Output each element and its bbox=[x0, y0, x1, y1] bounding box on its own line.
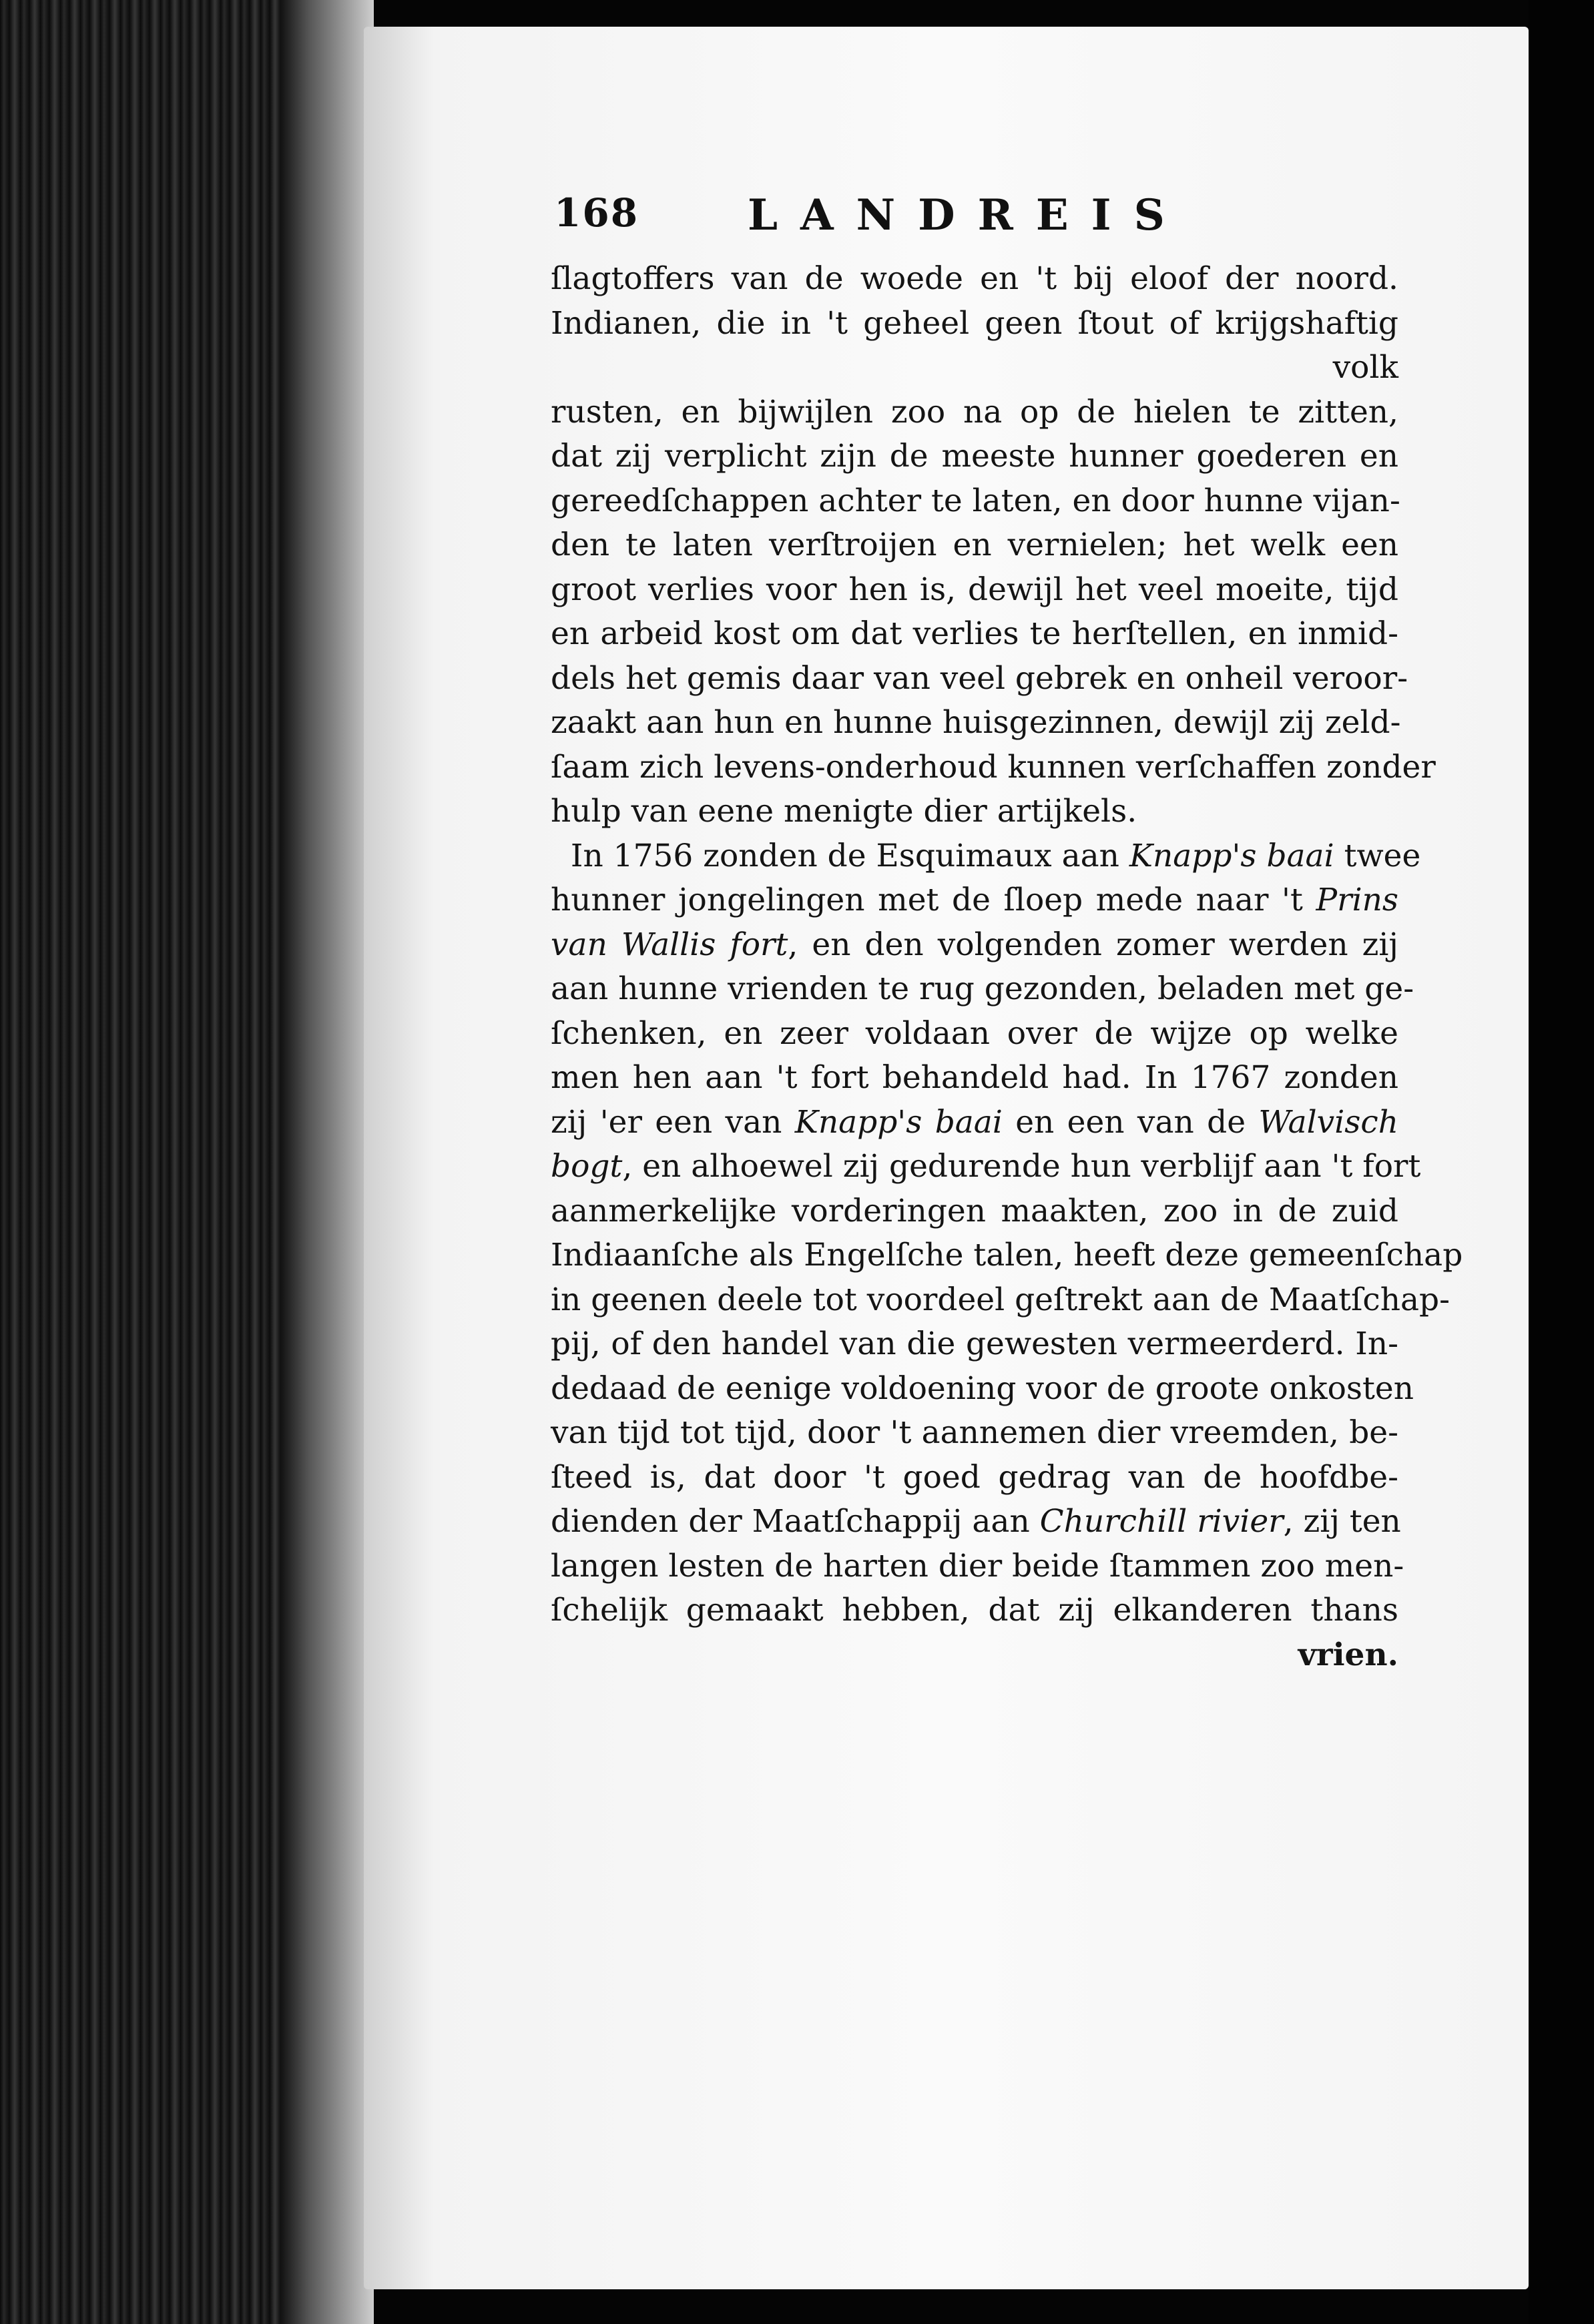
place-name-italic: bogt bbox=[551, 1148, 623, 1185]
text-line: ſchenken, en zeer voldaan over de wijze op welke bbox=[551, 1014, 1398, 1052]
text-line: langen lesten de harten dier beide ſtammen zoo men- bbox=[551, 1547, 1404, 1584]
text-line: dels het gemis daar van veel gebrek en onheil veroor- bbox=[551, 659, 1408, 697]
text-segment: In 1756 zonden de Esquimaux aan bbox=[570, 837, 1119, 874]
scan-border-right bbox=[1529, 0, 1594, 2324]
text-line: gereedſchappen achter te laten, en door hunne vijan- bbox=[551, 482, 1400, 519]
text-line: ſaam zich levens-onderhoud kunnen verſchaffen zonder bbox=[551, 748, 1436, 786]
text-line: volk bbox=[1332, 349, 1398, 386]
text-segment: dienden der Maatſchappij aan bbox=[551, 1503, 1030, 1540]
running-title: LANDREIS bbox=[748, 190, 1187, 240]
text-line: men hen aan 't fort behandeld had. In 1767 zonden bbox=[551, 1059, 1398, 1096]
place-name-italic: Knapp's baai bbox=[1129, 837, 1334, 874]
place-name-italic: Churchill rivier bbox=[1039, 1503, 1284, 1540]
text-line: zaakt aan hun en hunne huisgezinnen, dewijl zij zeld- bbox=[551, 704, 1401, 741]
body-text bbox=[551, 257, 1463, 1677]
text-line: in geenen deele tot voordeel geſtrekt aan de Maatſchap- bbox=[551, 1281, 1450, 1318]
text-line: ſlagtoffers van de woede en 't bij eloof der noord. bbox=[551, 260, 1398, 297]
place-name-italic: Walvisch bbox=[1258, 1103, 1398, 1141]
text-line: Indianen, die in 't geheel geen ſtout of krijgshaftig bbox=[551, 304, 1398, 342]
place-name-italic: van Wallis fort bbox=[551, 926, 788, 963]
text-segment: twee bbox=[1344, 837, 1421, 874]
text-line: ſchelijk gemaakt hebben, dat zij elkanderen thans bbox=[551, 1592, 1398, 1629]
text-line: dat zij verplicht zijn de meeste hunner goederen en bbox=[551, 438, 1398, 475]
text-line: hulp van eene menigte dier artijkels. bbox=[551, 793, 1137, 830]
place-name-italic: Knapp's baai bbox=[794, 1103, 1003, 1141]
text-line bbox=[551, 1145, 1421, 1189]
text-segment: hunner jongelingen met de ſloep mede naar 't bbox=[551, 882, 1303, 918]
text-line: ſteed is, dat door 't goed gedrag van de hoofdbe- bbox=[551, 1458, 1398, 1496]
text-line: den te laten verſtroijen en vernielen; het welk een bbox=[551, 527, 1398, 563]
text-line: aan hunne vrienden te rug gezonden, beladen met ge- bbox=[551, 970, 1414, 1007]
text-line bbox=[551, 1500, 1401, 1544]
text-line: aanmerkelijke vorderingen maakten, zoo in de zuid bbox=[551, 1192, 1398, 1229]
text-line bbox=[551, 834, 1421, 879]
text-line: dedaad de eenige voldoening voor de groote onkosten bbox=[551, 1370, 1414, 1407]
text-line: groot verlies voor hen is, dewijl het veel moeite, tijd bbox=[551, 571, 1398, 608]
text-line: pij, of den handel van die gewesten vermeerderd. In- bbox=[551, 1326, 1398, 1362]
text-segment: en een van de bbox=[1015, 1103, 1246, 1141]
text-line: en arbeid kost om dat verlies te herſtellen, en inmid- bbox=[551, 615, 1398, 652]
text-line: rusten, en bijwijlen zoo na op de hielen te zitten, bbox=[551, 393, 1398, 430]
catchword: vrien. bbox=[1298, 1636, 1398, 1673]
text-line bbox=[551, 878, 1398, 923]
page-header bbox=[554, 190, 1222, 250]
text-line bbox=[551, 1101, 1398, 1145]
text-segment: , en den volgenden zomer werden zij bbox=[788, 926, 1398, 963]
place-name-italic: Prins bbox=[1316, 882, 1398, 918]
text-line: van tijd tot tijd, door 't aannemen dier vreemden, be- bbox=[551, 1414, 1398, 1451]
text-segment: , en alhoewel zij gedurende hun verblijf aan 't fort bbox=[622, 1148, 1421, 1185]
text-segment: , zij ten bbox=[1283, 1503, 1401, 1540]
catchword-line bbox=[551, 1633, 1398, 1678]
text-line bbox=[551, 923, 1398, 968]
text-segment: zij 'er een van bbox=[551, 1103, 782, 1141]
page-number: 168 bbox=[554, 190, 639, 236]
page-gutter-shadow bbox=[280, 0, 374, 2324]
text-line: Indiaanſche als Engelſche talen, heeft deze gemeenſchap bbox=[551, 1237, 1463, 1273]
